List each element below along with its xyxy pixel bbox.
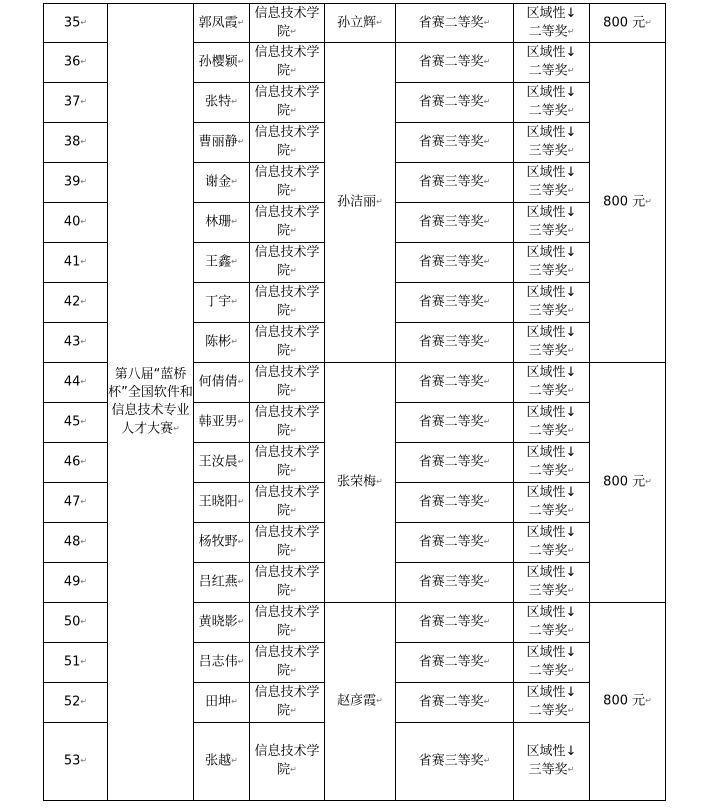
- student-name-cell-text: 韩亚男: [198, 414, 238, 430]
- regional-level-cell-text: 区域性↓ 三等奖: [526, 165, 577, 199]
- provincial-award-cell: [396, 523, 514, 563]
- regional-level-cell-text: 区域性↓ 二等奖: [526, 85, 577, 119]
- regional-level-cell-text: 区域性↓ 二等奖: [526, 45, 577, 79]
- row-number-cell-text: 53: [63, 753, 81, 769]
- regional-level-cell: [514, 243, 590, 283]
- row-number-cell-text: 42: [63, 294, 81, 310]
- fee-cell: [590, 363, 666, 603]
- regional-level-cell: [514, 683, 590, 723]
- student-name-cell-text: 郭凤霞: [198, 15, 238, 31]
- college-cell-text: 信息技术学 院: [254, 125, 320, 159]
- competition-cell-text: 第八届“蓝桥杯”全国软件和信息技术专业人才大赛: [108, 366, 193, 437]
- provincial-award-cell-text: 省赛二等奖: [418, 694, 484, 710]
- regional-level-cell: [514, 363, 590, 403]
- regional-level-cell-text: 区域性↓ 三等奖: [526, 125, 577, 159]
- row-number-cell-text: 36: [63, 54, 81, 70]
- provincial-award-cell: [396, 323, 514, 363]
- provincial-award-cell: [396, 483, 514, 523]
- student-name-cell: [194, 43, 250, 83]
- college-cell-text: 信息技术学 院: [254, 365, 320, 399]
- college-cell: [250, 163, 325, 203]
- student-name-cell-text: 田坤: [205, 694, 232, 710]
- college-cell: [250, 563, 325, 603]
- row-number-cell: [44, 723, 108, 801]
- provincial-award-cell: [396, 603, 514, 643]
- college-cell-text: 信息技术学 院: [254, 605, 320, 639]
- student-name-cell-text: 林珊: [205, 214, 232, 230]
- provincial-award-cell-text: 省赛二等奖: [418, 494, 484, 510]
- row-number-cell: [44, 603, 108, 643]
- provincial-award-cell-text: 省赛二等奖: [418, 54, 484, 70]
- regional-level-cell-text: 区域性↓ 三等奖: [526, 245, 577, 279]
- provincial-award-cell: [396, 443, 514, 483]
- provincial-award-cell: [396, 563, 514, 603]
- provincial-award-cell-text: 省赛二等奖: [418, 374, 484, 390]
- row-number-cell-text: 49: [63, 574, 81, 590]
- row-number-cell: [44, 683, 108, 723]
- college-cell-text: 信息技术学 院: [254, 205, 320, 239]
- college-cell-text: 信息技术学 院: [254, 85, 320, 119]
- row-number-cell: [44, 443, 108, 483]
- regional-level-cell: [514, 203, 590, 243]
- provincial-award-cell: [396, 203, 514, 243]
- student-name-cell-text: 何倩倩: [198, 374, 238, 390]
- row-number-cell-text: 48: [63, 534, 81, 550]
- regional-level-cell-text: 区域性↓ 二等奖: [526, 365, 577, 399]
- row-number-cell: [44, 643, 108, 683]
- college-cell: [250, 603, 325, 643]
- provincial-award-cell-text: 省赛二等奖: [418, 94, 484, 110]
- provincial-award-cell: [396, 363, 514, 403]
- student-name-cell: [194, 323, 250, 363]
- provincial-award-cell: [396, 43, 514, 83]
- college-cell: [250, 4, 325, 43]
- regional-level-cell-text: 区域性↓ 二等奖: [526, 525, 577, 559]
- student-name-cell-text: 吕红燕: [198, 574, 238, 590]
- fee-cell-text: 800 元: [603, 194, 646, 210]
- college-cell-text: 信息技术学 院: [254, 285, 320, 319]
- student-name-cell-text: 陈彬: [205, 334, 232, 350]
- fee-cell: [590, 603, 666, 801]
- college-cell-text: 信息技术学 院: [254, 245, 320, 279]
- college-cell-text: 信息技术学 院: [254, 165, 320, 199]
- row-number-cell: [44, 403, 108, 443]
- row-number-cell-text: 52: [63, 694, 81, 710]
- college-cell: [250, 203, 325, 243]
- regional-level-cell: [514, 443, 590, 483]
- college-cell-text: 信息技术学 院: [254, 645, 320, 679]
- regional-level-cell: [514, 603, 590, 643]
- row-number-cell: [44, 523, 108, 563]
- provincial-award-cell-text: 省赛二等奖: [418, 414, 484, 430]
- fee-cell-text: 800 元: [603, 15, 646, 31]
- college-cell-text: 信息技术学 院: [254, 445, 320, 479]
- fee-cell: [590, 43, 666, 363]
- regional-level-cell: [514, 643, 590, 683]
- student-name-cell: [194, 243, 250, 283]
- student-name-cell: [194, 403, 250, 443]
- college-cell: [250, 723, 325, 801]
- college-cell: [250, 523, 325, 563]
- regional-level-cell-text: 区域性↓ 二等奖: [526, 445, 577, 479]
- college-cell: [250, 643, 325, 683]
- college-cell-text: 信息技术学 院: [254, 485, 320, 519]
- fee-cell-text: 800 元: [603, 474, 646, 490]
- provincial-award-cell-text: 省赛三等奖: [418, 294, 484, 310]
- provincial-award-cell: [396, 683, 514, 723]
- college-cell-text: 信息技术学 院: [254, 325, 320, 359]
- college-cell-text: 信息技术学 院: [254, 5, 320, 40]
- college-cell: [250, 43, 325, 83]
- row-number-cell: [44, 363, 108, 403]
- student-name-cell: [194, 443, 250, 483]
- college-cell: [250, 123, 325, 163]
- student-name-cell: [194, 163, 250, 203]
- college-cell-text: 信息技术学 院: [254, 405, 320, 439]
- college-cell-text: 信息技术学 院: [254, 525, 320, 559]
- student-name-cell-text: 孙樱颖: [198, 54, 238, 70]
- regional-level-cell: [514, 4, 590, 43]
- student-name-cell-text: 黄晓影: [198, 614, 238, 630]
- student-name-cell: [194, 363, 250, 403]
- provincial-award-cell: [396, 643, 514, 683]
- college-cell: [250, 243, 325, 283]
- regional-level-cell: [514, 43, 590, 83]
- row-number-cell: [44, 283, 108, 323]
- provincial-award-cell-text: 省赛三等奖: [418, 334, 484, 350]
- row-number-cell: [44, 563, 108, 603]
- award-table: [43, 3, 666, 801]
- student-name-cell: [194, 83, 250, 123]
- regional-level-cell: [514, 483, 590, 523]
- regional-level-cell-text: 区域性↓ 三等奖: [526, 285, 577, 319]
- row-number-cell-text: 51: [63, 654, 81, 670]
- regional-level-cell: [514, 123, 590, 163]
- row-number-cell-text: 38: [63, 134, 81, 150]
- row-number-cell-text: 45: [63, 414, 81, 430]
- college-cell: [250, 403, 325, 443]
- provincial-award-cell-text: 省赛二等奖: [418, 454, 484, 470]
- regional-level-cell-text: 区域性↓ 二等奖: [526, 605, 577, 639]
- regional-level-cell-text: 区域性↓ 三等奖: [526, 205, 577, 239]
- regional-level-cell-text: 区域性↓ 二等奖: [526, 645, 577, 679]
- row-number-cell: [44, 483, 108, 523]
- college-cell: [250, 683, 325, 723]
- regional-level-cell: [514, 83, 590, 123]
- college-cell-text: 信息技术学 院: [254, 45, 320, 79]
- provincial-award-cell-text: 省赛三等奖: [418, 174, 484, 190]
- regional-level-cell-text: 区域性↓ 二等奖: [526, 685, 577, 719]
- regional-level-cell: [514, 323, 590, 363]
- regional-level-cell-text: 区域性↓ 二等奖: [526, 5, 577, 40]
- row-number-cell: [44, 83, 108, 123]
- regional-level-cell: [514, 523, 590, 563]
- provincial-award-cell-text: 省赛三等奖: [418, 214, 484, 230]
- provincial-award-cell: [396, 4, 514, 43]
- row-number-cell-text: 43: [63, 334, 81, 350]
- regional-level-cell-text: 区域性↓ 三等奖: [526, 565, 577, 599]
- provincial-award-cell-text: 省赛二等奖: [418, 654, 484, 670]
- row-number-cell-text: 37: [63, 94, 81, 110]
- college-cell: [250, 363, 325, 403]
- college-cell-text: 信息技术学 院: [254, 565, 320, 599]
- regional-level-cell: [514, 723, 590, 801]
- regional-level-cell: [514, 283, 590, 323]
- college-cell: [250, 83, 325, 123]
- student-name-cell: [194, 603, 250, 643]
- provincial-award-cell: [396, 83, 514, 123]
- student-name-cell: [194, 523, 250, 563]
- student-name-cell: [194, 283, 250, 323]
- row-number-cell-text: 39: [63, 174, 81, 190]
- row-number-cell-text: 40: [63, 214, 81, 230]
- fee-cell: [590, 4, 666, 43]
- college-cell: [250, 283, 325, 323]
- college-cell: [250, 483, 325, 523]
- row-number-cell: [44, 123, 108, 163]
- college-cell: [250, 323, 325, 363]
- competition-cell: [108, 4, 194, 801]
- table-row: [44, 4, 666, 43]
- college-cell-text: 信息技术学 院: [254, 685, 320, 719]
- row-number-cell: [44, 43, 108, 83]
- provincial-award-cell-text: 省赛二等奖: [418, 15, 484, 31]
- regional-level-cell: [514, 163, 590, 203]
- regional-level-cell-text: 区域性↓ 二等奖: [526, 405, 577, 439]
- regional-level-cell-text: 区域性↓ 三等奖: [526, 325, 577, 359]
- student-name-cell-text: 杨牧野: [198, 534, 238, 550]
- student-name-cell: [194, 4, 250, 43]
- advisor-cell: [325, 363, 396, 603]
- student-name-cell-text: 吕志伟: [198, 654, 238, 670]
- student-name-cell: [194, 203, 250, 243]
- row-number-cell-text: 50: [63, 614, 81, 630]
- student-name-cell-text: 王晓阳: [198, 494, 238, 510]
- student-name-cell-text: 曹丽静: [198, 134, 238, 150]
- fee-cell-text: 800 元: [603, 693, 646, 709]
- regional-level-cell-text: 区域性↓ 三等奖: [526, 744, 577, 778]
- advisor-cell: [325, 43, 396, 363]
- row-number-cell-text: 44: [63, 374, 81, 390]
- student-name-cell-text: 张越: [205, 753, 232, 769]
- row-number-cell-text: 35: [63, 15, 81, 31]
- provincial-award-cell-text: 省赛二等奖: [418, 614, 484, 630]
- college-cell: [250, 443, 325, 483]
- provincial-award-cell-text: 省赛三等奖: [418, 574, 484, 590]
- regional-level-cell: [514, 563, 590, 603]
- advisor-cell: [325, 4, 396, 43]
- student-name-cell-text: 丁宇: [205, 294, 232, 310]
- provincial-award-cell-text: 省赛二等奖: [418, 534, 484, 550]
- student-name-cell: [194, 723, 250, 801]
- regional-level-cell-text: 区域性↓ 二等奖: [526, 485, 577, 519]
- student-name-cell-text: 张特: [205, 94, 232, 110]
- provincial-award-cell-text: 省赛三等奖: [418, 753, 484, 769]
- advisor-cell-text: 孙立辉: [337, 15, 377, 31]
- advisor-cell-text: 孙洁丽: [337, 194, 377, 210]
- provincial-award-cell-text: 省赛三等奖: [418, 254, 484, 270]
- row-number-cell-text: 46: [63, 454, 81, 470]
- student-name-cell: [194, 123, 250, 163]
- provincial-award-cell: [396, 403, 514, 443]
- row-number-cell: [44, 203, 108, 243]
- student-name-cell: [194, 483, 250, 523]
- advisor-cell-text: 赵彦霞: [337, 693, 377, 709]
- row-number-cell: [44, 323, 108, 363]
- provincial-award-cell: [396, 243, 514, 283]
- student-name-cell: [194, 683, 250, 723]
- student-name-cell-text: 王汝晨: [198, 454, 238, 470]
- provincial-award-cell: [396, 723, 514, 801]
- row-number-cell: [44, 163, 108, 203]
- provincial-award-cell-text: 省赛三等奖: [418, 134, 484, 150]
- row-number-cell-text: 41: [63, 254, 81, 270]
- advisor-cell: [325, 603, 396, 801]
- row-number-cell: [44, 243, 108, 283]
- provincial-award-cell: [396, 283, 514, 323]
- student-name-cell-text: 王鑫: [205, 254, 232, 270]
- advisor-cell-text: 张荣梅: [337, 474, 377, 490]
- college-cell-text: 信息技术学 院: [254, 744, 320, 778]
- provincial-award-cell: [396, 163, 514, 203]
- provincial-award-cell: [396, 123, 514, 163]
- row-number-cell: [44, 4, 108, 43]
- regional-level-cell: [514, 403, 590, 443]
- student-name-cell: [194, 643, 250, 683]
- student-name-cell: [194, 563, 250, 603]
- row-number-cell-text: 47: [63, 494, 81, 510]
- student-name-cell-text: 谢金: [205, 174, 232, 190]
